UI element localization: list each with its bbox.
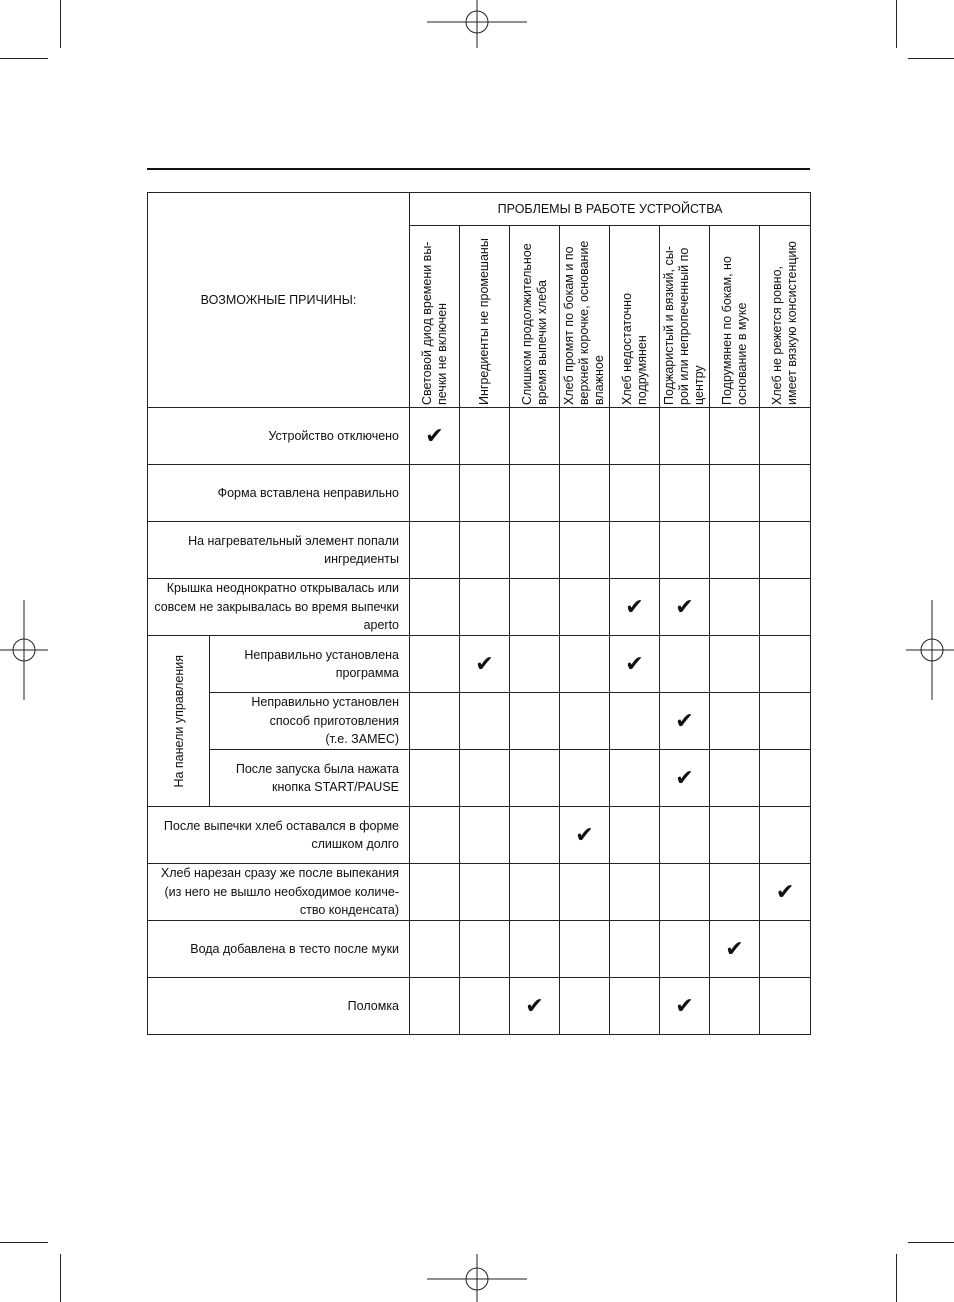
empty-cell xyxy=(610,807,660,864)
column-header-text: Поджаристый и вязкий, сы- рой или непропеченный по центру xyxy=(662,246,707,405)
empty-cell xyxy=(510,579,560,636)
empty-cell xyxy=(610,465,660,522)
column-header-text: Подрумянен по бокам, но основание в муке xyxy=(719,256,749,405)
table-row xyxy=(148,408,811,465)
checkmark-icon: ✔ xyxy=(660,978,710,1035)
empty-cell xyxy=(710,465,760,522)
empty-cell xyxy=(510,465,560,522)
checkmark-icon: ✔ xyxy=(560,807,610,864)
empty-cell xyxy=(410,636,460,693)
empty-cell xyxy=(660,636,710,693)
column-header-text: Хлеб промят по бокам и по верхней корочке, основание влажное xyxy=(562,240,607,405)
empty-cell xyxy=(460,978,510,1035)
empty-cell xyxy=(610,408,660,465)
cause-cell: Крышка неоднократно открывалась или совсем не закрывалась во время выпечки aperto xyxy=(148,579,410,636)
column-header-text: Хлеб недостаточно подрумянен xyxy=(619,292,649,405)
troubleshooting-table-wrapper xyxy=(147,192,811,1035)
empty-cell xyxy=(460,864,510,921)
empty-cell xyxy=(510,408,560,465)
crop-mark xyxy=(908,1242,954,1243)
empty-cell xyxy=(460,807,510,864)
crop-mark xyxy=(0,58,48,59)
empty-cell xyxy=(510,921,560,978)
column-header xyxy=(760,226,811,408)
empty-cell xyxy=(610,522,660,579)
empty-cell xyxy=(410,921,460,978)
empty-cell xyxy=(510,750,560,807)
problems-header: ПРОБЛЕМЫ В РАБОТЕ УСТРОЙСТВА xyxy=(410,193,811,226)
table-row xyxy=(148,921,811,978)
column-header xyxy=(660,226,710,408)
empty-cell xyxy=(460,750,510,807)
checkmark-icon: ✔ xyxy=(660,750,710,807)
checkmark-icon: ✔ xyxy=(660,693,710,750)
empty-cell xyxy=(410,750,460,807)
column-header xyxy=(510,226,560,408)
empty-cell xyxy=(460,522,510,579)
empty-cell xyxy=(560,522,610,579)
empty-cell xyxy=(760,408,811,465)
empty-cell xyxy=(760,807,811,864)
empty-cell xyxy=(460,408,510,465)
empty-cell xyxy=(610,693,660,750)
empty-cell xyxy=(510,636,560,693)
empty-cell xyxy=(610,750,660,807)
checkmark-icon: ✔ xyxy=(510,978,560,1035)
empty-cell xyxy=(660,921,710,978)
cause-cell: После запуска была нажата кнопка START/PAUSE xyxy=(210,750,410,807)
checkmark-icon: ✔ xyxy=(460,636,510,693)
empty-cell xyxy=(660,522,710,579)
empty-cell xyxy=(660,465,710,522)
column-header xyxy=(710,226,760,408)
empty-cell xyxy=(760,522,811,579)
empty-cell xyxy=(410,864,460,921)
empty-cell xyxy=(610,864,660,921)
empty-cell xyxy=(760,750,811,807)
empty-cell xyxy=(460,465,510,522)
crop-mark xyxy=(60,1254,61,1302)
empty-cell xyxy=(760,579,811,636)
causes-header: ВОЗМОЖНЫЕ ПРИЧИНЫ: xyxy=(148,193,410,408)
empty-cell xyxy=(510,807,560,864)
empty-cell xyxy=(560,636,610,693)
group-label: На панели управления xyxy=(171,654,186,788)
table-row xyxy=(148,636,811,693)
table-row xyxy=(148,579,811,636)
table-row xyxy=(148,978,811,1035)
table-row xyxy=(148,864,811,921)
empty-cell xyxy=(660,807,710,864)
table-row xyxy=(148,750,811,807)
empty-cell xyxy=(560,408,610,465)
empty-cell xyxy=(710,636,760,693)
empty-cell xyxy=(560,864,610,921)
group-cell xyxy=(148,636,210,807)
checkmark-icon: ✔ xyxy=(610,579,660,636)
empty-cell xyxy=(710,693,760,750)
column-header-text: Световой диод времени вы- печки не включен xyxy=(419,241,449,405)
cause-cell: Вода добавлена в тесто после муки xyxy=(148,921,410,978)
empty-cell xyxy=(510,522,560,579)
registration-mark-left xyxy=(0,600,48,700)
empty-cell xyxy=(710,750,760,807)
empty-cell xyxy=(760,921,811,978)
cause-cell: На нагревательный элемент попали ингредиенты xyxy=(148,522,410,579)
empty-cell xyxy=(710,579,760,636)
checkmark-icon: ✔ xyxy=(660,579,710,636)
column-header xyxy=(410,226,460,408)
crop-mark xyxy=(60,0,61,48)
empty-cell xyxy=(560,579,610,636)
empty-cell xyxy=(410,465,460,522)
column-header xyxy=(460,226,510,408)
table-row xyxy=(148,807,811,864)
cause-cell: Хлеб нарезан сразу же после выпекания (из него не вышло необходимое количе- ство конденсата) xyxy=(148,864,410,921)
empty-cell xyxy=(560,750,610,807)
empty-cell xyxy=(510,693,560,750)
empty-cell xyxy=(710,807,760,864)
crop-mark xyxy=(0,1242,48,1243)
empty-cell xyxy=(710,408,760,465)
registration-mark-bottom xyxy=(427,1254,527,1302)
cause-cell: Неправильно установлен способ приготовления (т.е. ЗАМЕС) xyxy=(210,693,410,750)
checkmark-icon: ✔ xyxy=(760,864,811,921)
empty-cell xyxy=(460,693,510,750)
empty-cell xyxy=(710,522,760,579)
column-header-text: Хлеб не режется ровно, имеет вязкую консистенцию xyxy=(770,241,800,405)
crop-mark xyxy=(896,0,897,48)
empty-cell xyxy=(460,579,510,636)
column-header-text: Ингредиенты не промешаны xyxy=(477,238,492,405)
cause-cell: Неправильно установлена программа xyxy=(210,636,410,693)
cause-cell: Форма вставлена неправильно xyxy=(148,465,410,522)
registration-mark-right xyxy=(906,600,954,700)
empty-cell xyxy=(760,978,811,1035)
empty-cell xyxy=(560,978,610,1035)
troubleshooting-table xyxy=(147,192,811,1035)
empty-cell xyxy=(460,921,510,978)
empty-cell xyxy=(660,864,710,921)
checkmark-icon: ✔ xyxy=(610,636,660,693)
table-row xyxy=(148,465,811,522)
header-rule xyxy=(147,168,810,170)
empty-cell xyxy=(410,579,460,636)
empty-cell xyxy=(410,978,460,1035)
empty-cell xyxy=(560,465,610,522)
empty-cell xyxy=(560,921,610,978)
empty-cell xyxy=(410,807,460,864)
cause-cell: Поломка xyxy=(148,978,410,1035)
crop-mark xyxy=(896,1254,897,1302)
empty-cell xyxy=(610,978,660,1035)
cause-cell: Устройство отключено xyxy=(148,408,410,465)
empty-cell xyxy=(710,864,760,921)
column-header-text: Слишком продолжительное время выпечки хлеба xyxy=(519,243,549,405)
empty-cell xyxy=(760,693,811,750)
table-row xyxy=(148,693,811,750)
empty-cell xyxy=(760,636,811,693)
table-row xyxy=(148,522,811,579)
empty-cell xyxy=(560,693,610,750)
column-header xyxy=(610,226,660,408)
crop-mark xyxy=(908,58,954,59)
empty-cell xyxy=(660,408,710,465)
empty-cell xyxy=(760,465,811,522)
checkmark-icon: ✔ xyxy=(410,408,460,465)
registration-mark-top xyxy=(427,0,527,48)
empty-cell xyxy=(410,522,460,579)
column-header xyxy=(560,226,610,408)
empty-cell xyxy=(610,921,660,978)
empty-cell xyxy=(710,978,760,1035)
checkmark-icon: ✔ xyxy=(710,921,760,978)
empty-cell xyxy=(410,693,460,750)
cause-cell: После выпечки хлеб оставался в форме слишком долго xyxy=(148,807,410,864)
empty-cell xyxy=(510,864,560,921)
